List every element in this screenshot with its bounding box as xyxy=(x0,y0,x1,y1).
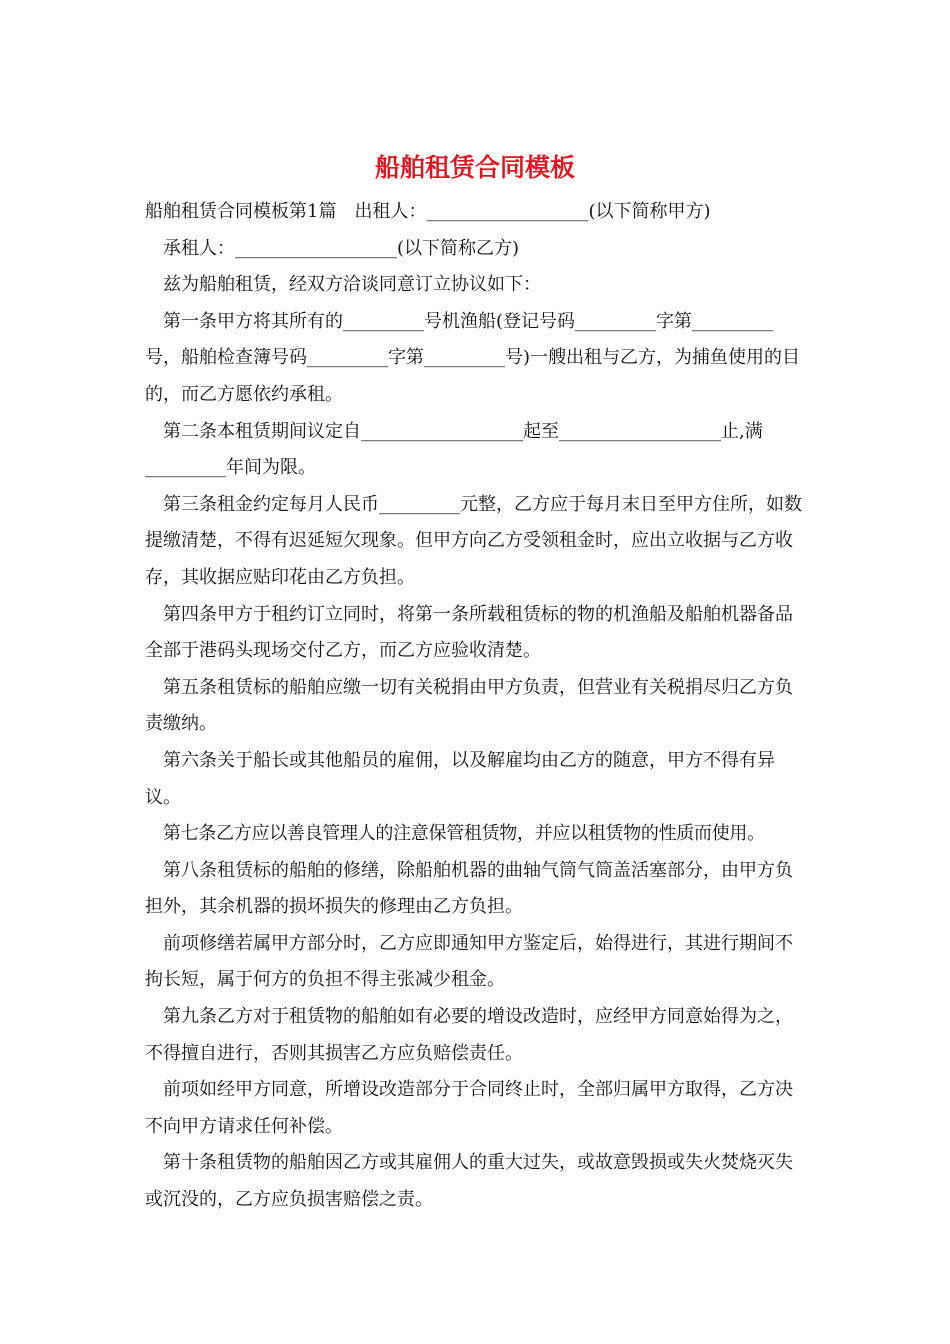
document-title: 船舶租赁合同模板 xyxy=(374,153,575,182)
paragraph-article-7: 第七条乙方应以善良管理人的注意保管租赁物，并应以租赁物的性质而使用。 xyxy=(163,823,765,845)
document-body xyxy=(145,194,807,1219)
paragraph-article-1: 第一条甲方将其所有的_________号机渔船(登记号码_________字第_________号，船舶检查簿号码_________字第_________号)一艘出租与乙方，为捕鱼使用的目的，而乙方愿依约承租。 xyxy=(145,310,801,405)
paragraph-heading-lessor: 船舶租赁合同模板第1篇 出租人：__________________(以下简称甲方) xyxy=(145,201,711,222)
paragraph-article-8-note: 前项修缮若属甲方部分时，乙方应即通知甲方鉴定后，始得进行，其进行期间不拘长短，属于何方的负担不得主张减少租金。 xyxy=(145,932,793,991)
paragraph-preamble: 兹为船舶租赁，经双方洽谈同意订立协议如下： xyxy=(163,274,541,296)
paragraph-article-9: 第九条乙方对于租赁物的船舶如有必要的增设改造时，应经甲方同意始得为之，不得擅自进行，否则其损害乙方应负赔偿责任。 xyxy=(145,1006,793,1064)
paragraph-article-5: 第五条租赁标的船舶应缴一切有关税捐由甲方负责，但营业有关税捐尽归乙方负责缴纳。 xyxy=(145,676,793,735)
paragraph-lessee: 承租人：__________________(以下简称乙方) xyxy=(163,237,520,259)
paragraph-article-4: 第四条甲方于租约订立同时，将第一条所载租赁标的物的机渔船及船舶机器备品全部于港码头现场交付乙方，而乙方应验收清楚。 xyxy=(145,603,793,662)
paragraph-article-3: 第三条租金约定每月人民币_________元整，乙方应于每月末日至甲方住所，如数提缴清楚，不得有迟延短欠现象。但甲方向乙方受领租金时，应出立收据与乙方收存，其收据应贴印花由乙方负担。 xyxy=(145,493,802,588)
paragraph-article-8: 第八条租赁标的船舶的修缮，除船舶机器的曲轴气筒气筒盖活塞部分，由甲方负担外，其余机器的损坏损失的修理由乙方负担。 xyxy=(145,859,793,918)
paragraph-article-9-note: 前项如经甲方同意，所增设改造部分于合同终止时，全部归属甲方取得，乙方决不向甲方请求任何补偿。 xyxy=(145,1079,793,1137)
paragraph-article-6: 第六条关于船长或其他船员的雇佣，以及解雇均由乙方的随意，甲方不得有异议。 xyxy=(145,749,775,808)
paragraph-article-10: 第十条租赁物的船舶因乙方或其雇佣人的重大过失，或故意毁损或失火焚烧灭失或沉没的，乙方应负损害赔偿之责。 xyxy=(145,1152,793,1211)
paragraph-article-2: 第二条本租赁期间议定自__________________起至__________________止,满_________年间为限。 xyxy=(145,420,763,479)
